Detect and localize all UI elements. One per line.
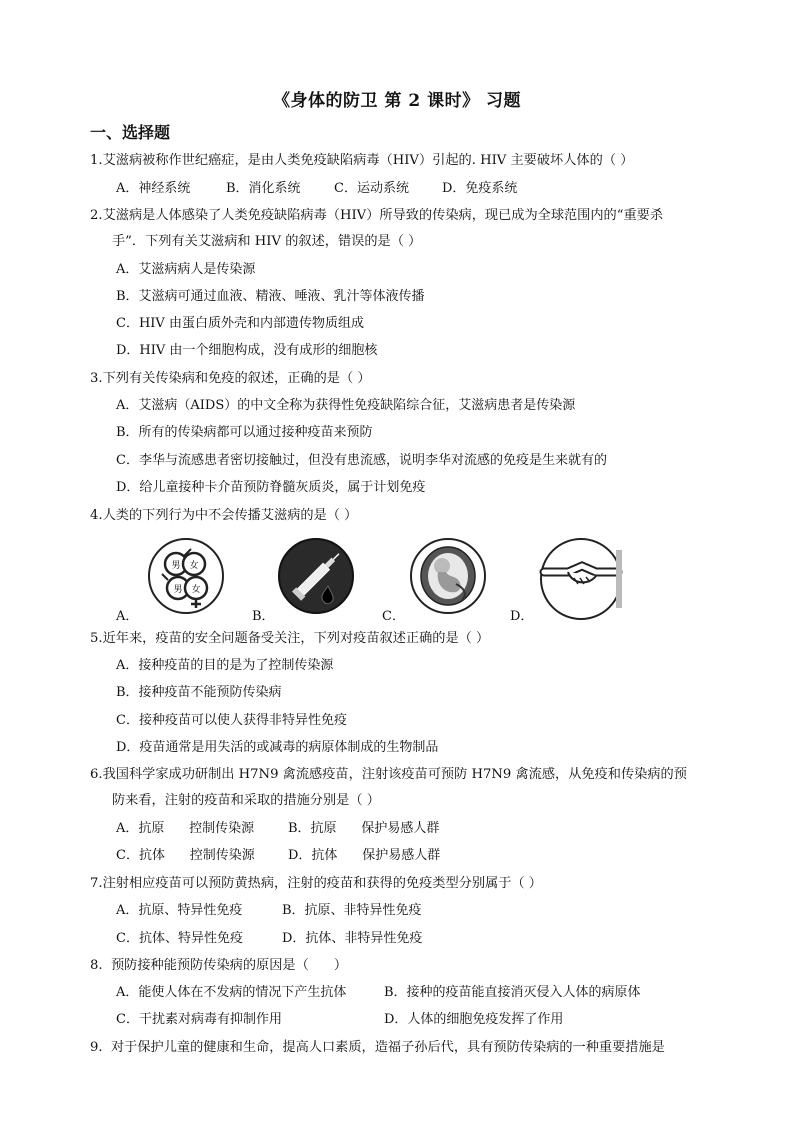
option-c[interactable]: C．干扰素对病毒有抑制作用 — [116, 1012, 282, 1027]
image-option-b[interactable] — [252, 536, 372, 628]
page-title: 《身体的防卫 第 2 课时》 习题 — [272, 91, 521, 111]
option-d[interactable]: D．疫苗通常是用失活的或减毒的病原体制成的生物制品 — [116, 740, 439, 755]
option-c[interactable]: C．接种疫苗可以使人获得非特异性免疫 — [116, 713, 347, 728]
option-b[interactable]: B．抗原、非特异性免疫 — [282, 903, 422, 918]
question-stem: 9. 对于保护儿童的健康和生命，提高人口素质，造福子孙后代，具有预防传染病的一种重要措施是 — [90, 1040, 665, 1055]
question-3 — [90, 366, 710, 392]
icon-text: 女 — [189, 561, 199, 571]
option-d[interactable]: D．抗体、非特异性免疫 — [282, 931, 423, 946]
option-b[interactable]: B．接种的疫苗能直接消灭侵入人体的病原体 — [384, 985, 641, 1000]
option-b[interactable]: B．艾滋病可通过血液、精液、唾液、乳汁等体液传播 — [116, 289, 425, 304]
handshake-icon — [538, 536, 624, 622]
couples-gender-symbols-icon — [146, 536, 226, 616]
option-label: C． — [382, 609, 405, 624]
question-stem-line-1: 2.艾滋病是人体感染了人类免疫缺陷病毒（HIV）所导致的传染病，现已成为全球范围内的“重要杀 — [90, 208, 664, 223]
question-6-options-row-1 — [116, 816, 439, 842]
option-label: D． — [510, 609, 534, 624]
question-7 — [90, 871, 710, 897]
option-c[interactable]: C．李华与流感患者密切接触过，但没有患流感，说明李华对流感的免疫是生来就有的 — [116, 453, 607, 468]
question-6-options-row-2 — [116, 843, 440, 869]
question-8-options-row-2 — [116, 1007, 563, 1033]
image-option-a[interactable] — [116, 536, 236, 628]
image-options-row — [116, 536, 636, 628]
question-stem-line-2: 防来看，注射的疫苗和采取的措施分别是（ ） — [112, 793, 380, 808]
syringe-blood-drop-icon — [276, 536, 356, 616]
question-1 — [90, 148, 710, 174]
question-7-options-row-1 — [116, 898, 422, 924]
question-8-options-row-1 — [116, 980, 641, 1006]
question-stem: 4.人类的下列行为中不会传播艾滋病的是（ ） — [90, 508, 358, 523]
option-label: A． — [116, 609, 139, 624]
question-stem: 1.艾滋病被称作世纪癌症，是由人类免疫缺陷病毒（HIV）引起的. HIV 主要破坏人体的（ ） — [90, 153, 634, 168]
option-a[interactable]: A．抗原、特异性免疫 — [116, 903, 243, 918]
question-1-options — [116, 176, 517, 202]
option-c[interactable]: C．运动系统 — [334, 181, 409, 196]
option-b[interactable]: B．接种疫苗不能预防传染病 — [116, 685, 282, 700]
question-8 — [90, 953, 710, 979]
question-5 — [90, 626, 710, 652]
image-option-d[interactable] — [510, 536, 636, 628]
question-4 — [90, 503, 710, 529]
question-7-options-row-2 — [116, 926, 422, 952]
option-b[interactable]: B．消化系统 — [226, 181, 301, 196]
option-c[interactable]: C．抗体、特异性免疫 — [116, 931, 243, 946]
icon-text: 女 — [191, 585, 201, 595]
question-stem-line-2: 手”．下列有关艾滋病和 HIV 的叙述，错误的是（ ） — [112, 234, 422, 249]
fetus-in-womb-icon — [408, 536, 488, 616]
option-a[interactable]: A．神经系统 — [116, 181, 191, 196]
option-c[interactable]: C．HIV 由蛋白质外壳和内部遗传物质组成 — [116, 316, 364, 331]
question-stem: 5.近年来，疫苗的安全问题备受关注，下列对疫苗叙述正确的是（ ） — [90, 631, 490, 646]
question-stem: 8. 预防接种能预防传染病的原因是（ ） — [90, 958, 348, 973]
question-stem-line-1: 6.我国科学家成功研制出 H7N9 禽流感疫苗，注射该疫苗可预防 H7N9 禽流感，从免疫和传染病的预 — [90, 767, 687, 782]
question-9 — [90, 1035, 710, 1061]
image-option-c[interactable] — [382, 536, 502, 628]
option-a[interactable]: A．艾滋病病人是传染源 — [116, 262, 256, 277]
option-c[interactable]: C．抗体 控制传染源 — [116, 848, 255, 863]
option-a[interactable]: A．艾滋病（AIDS）的中文全称为获得性免疫缺陷综合征，艾滋病患者是传染源 — [116, 398, 576, 413]
question-stem: 7.注射相应疫苗可以预防黄热病，注射的疫苗和获得的免疫类型分别属于（ ） — [90, 876, 542, 891]
option-d[interactable]: D．免疫系统 — [442, 181, 518, 196]
option-d[interactable]: D．人体的细胞免疫发挥了作用 — [384, 1012, 564, 1027]
icon-text: 男 — [171, 561, 181, 571]
option-a[interactable]: A．抗原 控制传染源 — [116, 821, 255, 836]
option-b[interactable]: B．所有的传染病都可以通过接种疫苗来预防 — [116, 425, 373, 440]
option-label: B． — [252, 609, 275, 624]
question-6 — [90, 762, 710, 814]
option-a[interactable]: A．接种疫苗的目的是为了控制传染源 — [116, 658, 334, 673]
option-d[interactable]: D．给儿童接种卡介苗预防脊髓灰质炎，属于计划免疫 — [116, 480, 426, 495]
question-stem: 3.下列有关传染病和免疫的叙述，正确的是（ ） — [90, 371, 371, 386]
option-d[interactable]: D．抗体 保护易感人群 — [288, 848, 441, 863]
section-heading: 一、选择题 — [90, 123, 171, 142]
option-a[interactable]: A．能使人体在不发病的情况下产生抗体 — [116, 985, 347, 1000]
option-b[interactable]: B．抗原 保护易感人群 — [288, 821, 440, 836]
option-d[interactable]: D．HIV 由一个细胞构成，没有成形的细胞核 — [116, 343, 378, 358]
question-2 — [90, 203, 710, 255]
icon-text: 男 — [173, 585, 183, 595]
